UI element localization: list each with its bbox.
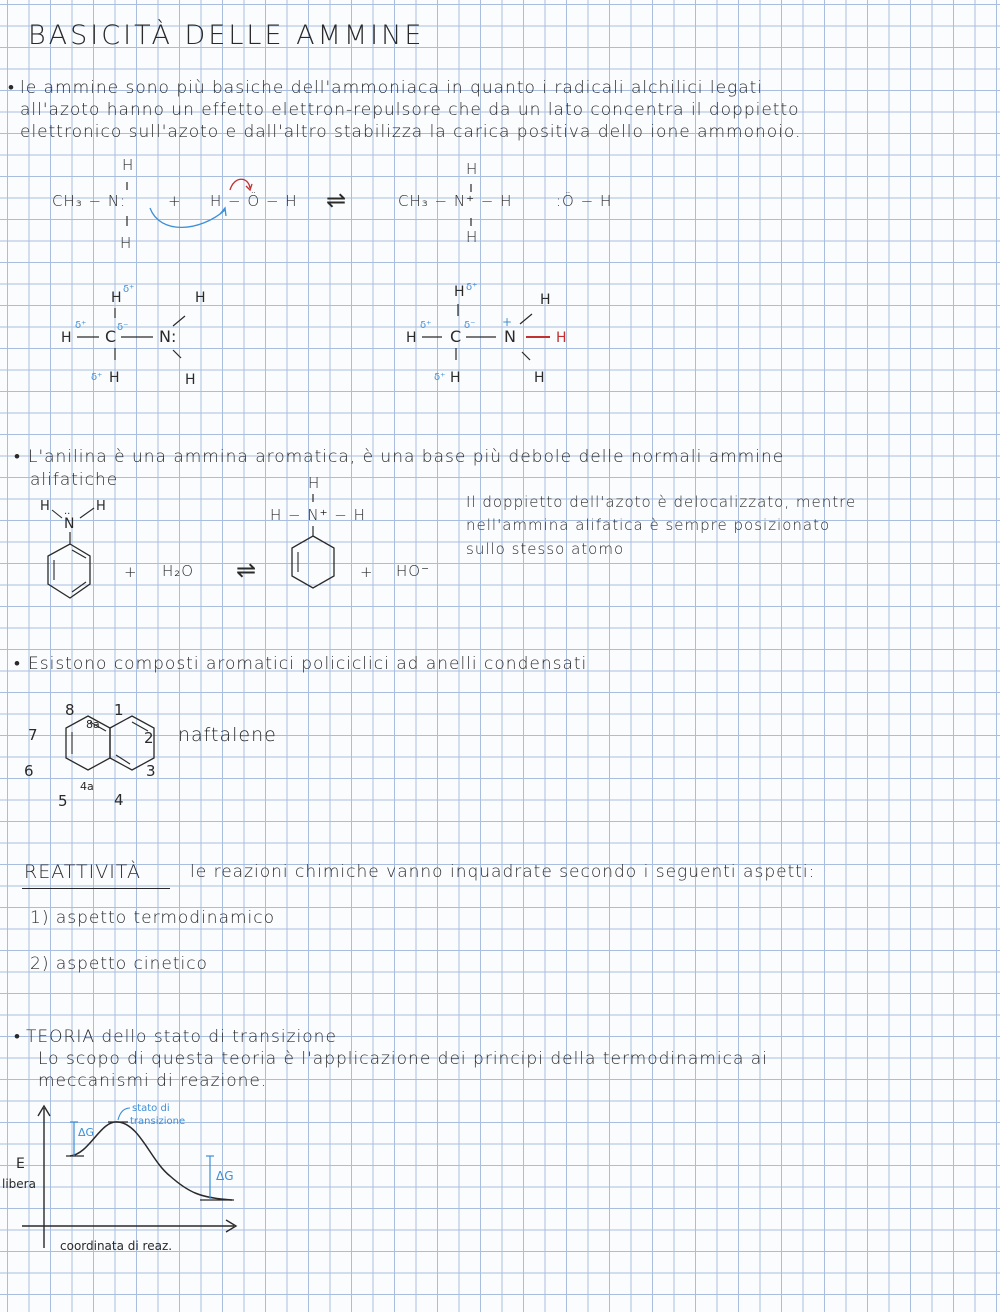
svg-text:δ⁻: δ⁻ bbox=[464, 320, 476, 331]
aniline-arrow: ⇌ bbox=[236, 556, 258, 584]
naphthalene-position-5: 5 bbox=[58, 792, 68, 810]
reaction1-water: H − Ö − H bbox=[210, 192, 298, 210]
svg-text:H: H bbox=[540, 292, 551, 308]
naphthalene-position-4: 4 bbox=[114, 791, 124, 809]
reaction1-methylamine: CH₃ − N: bbox=[52, 192, 127, 210]
reaction1-product-h-top: H bbox=[466, 160, 479, 178]
svg-text:H: H bbox=[556, 330, 567, 346]
svg-text:H: H bbox=[109, 370, 120, 386]
energy-y-label-2: libera bbox=[2, 1177, 36, 1191]
svg-text:H: H bbox=[111, 290, 122, 306]
svg-text:δ⁺: δ⁺ bbox=[91, 372, 103, 383]
naphthalene-structure bbox=[20, 700, 180, 810]
energy-delta-g-1: ΔG bbox=[78, 1126, 95, 1139]
energy-y-label-1: E bbox=[16, 1156, 25, 1172]
svg-text:H: H bbox=[96, 499, 106, 514]
anilinium-ring bbox=[282, 490, 362, 590]
reactivity-item-2: 2) aspetto cinetico bbox=[30, 954, 208, 974]
reaction1-bonds bbox=[0, 160, 640, 260]
naphthalene-position-3: 3 bbox=[146, 762, 156, 780]
svg-text:δ⁺: δ⁺ bbox=[75, 320, 87, 331]
energy-annotation-1: stato di bbox=[132, 1103, 170, 1114]
aniline-line-2: alifatiche bbox=[30, 470, 119, 490]
naphthalene-position-8: 8 bbox=[65, 701, 75, 719]
svg-text:H: H bbox=[40, 499, 50, 514]
energy-delta-g-2: ΔG bbox=[216, 1169, 234, 1183]
aniline-note-line-2: nell'ammina alifatica è sempre posizionato bbox=[466, 516, 831, 534]
naphthalene-position-8a: 8a bbox=[86, 718, 100, 731]
energy-diagram bbox=[0, 1100, 250, 1260]
svg-text:δ⁻: δ⁻ bbox=[117, 322, 129, 333]
svg-text:C: C bbox=[450, 327, 462, 346]
svg-text:N: N bbox=[64, 516, 75, 532]
svg-text:H: H bbox=[534, 370, 545, 386]
naphthalene-name: naftalene bbox=[178, 724, 277, 746]
reaction1-hydroxide: :Ö − H bbox=[556, 192, 613, 210]
aniline-line-1: L'anilina è una ammina aromatica, è una base più debole delle normali ammine bbox=[28, 447, 785, 467]
intro-bullet: • bbox=[8, 78, 15, 98]
naphthalene-position-6: 6 bbox=[24, 762, 34, 780]
svg-text:H: H bbox=[406, 330, 417, 346]
svg-text:δ⁺: δ⁺ bbox=[466, 282, 478, 293]
reaction1-product-h-bottom: H bbox=[466, 228, 479, 246]
aniline-water: H₂O bbox=[162, 562, 195, 580]
aniline-hydroxide: HO⁻ bbox=[396, 562, 431, 580]
reactivity-item-1: 1) aspetto termodinamico bbox=[30, 908, 276, 928]
naphthalene-position-1: 1 bbox=[114, 701, 124, 719]
aniline-plus-2: + bbox=[360, 563, 374, 581]
anilinium-h-top: H bbox=[308, 474, 321, 492]
energy-annotation-2: transizione bbox=[130, 1116, 186, 1127]
svg-text:H: H bbox=[454, 284, 465, 300]
aniline-plus-1: + bbox=[124, 563, 138, 581]
svg-text:..: .. bbox=[64, 506, 71, 517]
structure-left bbox=[55, 282, 275, 392]
aniline-reactant bbox=[30, 492, 120, 612]
energy-x-label: coordinata di reaz. bbox=[60, 1239, 173, 1253]
anilinium-amine-group: H − N⁺ − H bbox=[270, 506, 366, 524]
page-title: BASICITÀ DELLE AMMINE bbox=[28, 20, 425, 51]
svg-text:H: H bbox=[450, 370, 461, 386]
polycyclic-line: Esistono composti aromatici policiclici ad anelli condensati bbox=[28, 654, 588, 674]
structure-right bbox=[400, 282, 620, 392]
intro-line-3: elettronico sull'azoto e dall'altro stabilizza la carica positiva dello ione ammonoio. bbox=[20, 122, 802, 142]
svg-text:H: H bbox=[61, 330, 72, 346]
svg-text:N: N bbox=[504, 327, 516, 346]
transition-line-2: meccanismi di reazione. bbox=[38, 1071, 268, 1091]
transition-bullet: • bbox=[14, 1027, 21, 1047]
svg-text:N:: N: bbox=[159, 327, 177, 346]
svg-text:δ⁺: δ⁺ bbox=[123, 284, 135, 295]
transition-line-1: Lo scopo di questa teoria è l'applicazione dei principi della termodinamica ai bbox=[38, 1049, 768, 1069]
aniline-note-line-3: sullo stesso atomo bbox=[466, 540, 625, 558]
intro-line-1: le ammine sono più basiche dell'ammoniaca in quanto i radicali alchilici legati bbox=[20, 78, 764, 98]
reactivity-text: le reazioni chimiche vanno inquadrate secondo i seguenti aspetti: bbox=[190, 862, 816, 882]
intro-line-2: all'azoto hanno un effetto elettron-repulsore che da un lato concentra il doppietto bbox=[20, 100, 800, 120]
reaction1-plus: + bbox=[168, 192, 182, 210]
reactivity-underline bbox=[22, 888, 170, 889]
polycyclic-bullet: • bbox=[14, 654, 21, 674]
svg-text:C: C bbox=[105, 327, 117, 346]
aniline-bullet: • bbox=[14, 447, 21, 467]
reaction1-arrow: ⇌ bbox=[326, 186, 348, 214]
aniline-note-line-1: Il doppietto dell'azoto è delocalizzato, mentre bbox=[466, 493, 857, 511]
svg-text:H: H bbox=[185, 372, 196, 388]
naphthalene-position-2: 2 bbox=[144, 729, 154, 747]
reaction1-h-top: H bbox=[122, 156, 135, 174]
naphthalene-position-4a: 4a bbox=[80, 780, 94, 793]
naphthalene-position-7: 7 bbox=[28, 726, 38, 744]
svg-text:δ⁺: δ⁺ bbox=[434, 372, 446, 383]
reaction1-h-bottom: H bbox=[120, 234, 133, 252]
reaction1-product: CH₃ − N⁺ − H bbox=[398, 192, 513, 210]
svg-text:+: + bbox=[502, 315, 513, 329]
reactivity-heading: REATTIVITÀ bbox=[24, 861, 141, 883]
svg-text:δ⁺: δ⁺ bbox=[420, 320, 432, 331]
svg-text:H: H bbox=[195, 290, 206, 306]
transition-heading: TEORIA dello stato di transizione bbox=[26, 1027, 337, 1047]
